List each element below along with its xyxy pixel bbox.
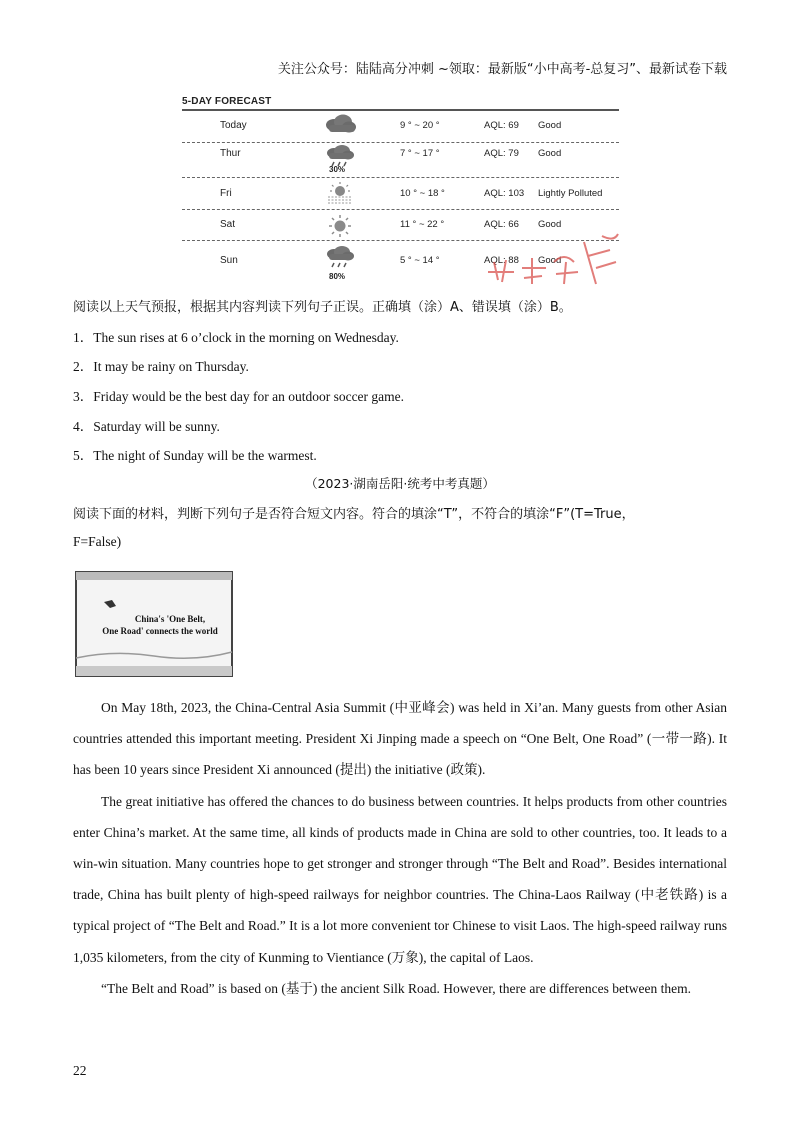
forecast-aql: AQL: 88 bbox=[484, 255, 519, 266]
cloud-icon bbox=[320, 111, 360, 141]
forecast-temp: 10 ° ~ 18 ° bbox=[400, 188, 445, 199]
precipitation-probability: 30% bbox=[329, 165, 346, 174]
forecast-temp: 5 ° ~ 14 ° bbox=[400, 255, 440, 266]
forecast-temp: 11 ° ~ 22 ° bbox=[400, 219, 445, 230]
forecast-day: Thur bbox=[220, 148, 241, 159]
picture-caption-line2: One Road' connects the world bbox=[102, 626, 218, 636]
passage bbox=[73, 692, 727, 1004]
forecast-aql: AQL: 69 bbox=[484, 120, 519, 131]
passage-paragraph-1: On May 18th, 2023, the China-Central Asia Summit (中亚峰会) was held in Xi’an. Many guests from other Asian countries attended this important meeting. President Xi Jinping made a speech on “One Belt, One Road” (一带一路). It has been 10 years since President Xi announced (提出) the initiative (政策). bbox=[73, 700, 727, 778]
forecast-aql: AQL: 66 bbox=[484, 219, 519, 230]
precipitation-probability: 80% bbox=[329, 272, 346, 281]
passage-paragraph-3: “The Belt and Road” is based on (基于) the ancient Silk Road. However, there are differences between them. bbox=[101, 980, 691, 996]
question-1: 1．The sun rises at 6 o’clock in the morning on Wednesday. bbox=[73, 330, 399, 345]
sun-icon bbox=[320, 211, 360, 241]
stamp-watermark-icon bbox=[484, 232, 622, 286]
question-4: 4．Saturday will be sunny. bbox=[73, 419, 220, 434]
forecast-day: Fri bbox=[220, 188, 232, 199]
instruction-passage-cont: F=False) bbox=[73, 534, 122, 549]
forecast-status: Good bbox=[538, 219, 562, 230]
rain-cloud-icon bbox=[320, 244, 360, 274]
forecast-day: Today bbox=[220, 120, 247, 131]
forecast-status: Good bbox=[538, 120, 562, 131]
passage-paragraph-2: The great initiative has offered the chances to do business between countries. It helps products from other countries enter China’s market. At the same time, all kinds of products made in China are sold to other countries, too. It leads to a win-win situation. Many countries hope to get stronger and stronger through “The Belt and Road”. Besides international trade, China has built plenty of high-speed railways for neighbor countries. The China-Laos Railway (中老铁路) is a typical project of “The Belt and Road.” It is a lot more convenient tor Chinese to visit Laos. The high-speed railway runs 1,035 kilometers, from the city of Kunming to Vientiance (万象), the capital of Laos. bbox=[73, 793, 727, 965]
forecast-row-thur bbox=[182, 144, 619, 178]
row-divider bbox=[182, 177, 619, 178]
source-note: （2023·湖南岳阳·统考中考真题） bbox=[305, 476, 495, 491]
page-number: 22 bbox=[73, 1063, 87, 1078]
belt-road-picture bbox=[74, 570, 234, 678]
page-header: 关注公众号：陆陆高分冲刺 ~领取：最新版“小中高考-总复习”、最新试卷下载 bbox=[277, 62, 727, 77]
forecast-status: Good bbox=[538, 255, 562, 266]
instruction-passage: 阅读下面的材料，判断下列句子是否符合短文内容。符合的填涂“T”，不符合的填涂“F”(T=True， bbox=[73, 507, 635, 522]
picture-caption-line1: China's 'One Belt, bbox=[134, 614, 206, 624]
instruction-forecast: 阅读以上天气预报，根据其内容判读下列句子正误。正确填（涂）A、错误填（涂）B。 bbox=[73, 300, 572, 315]
forecast-temp: 9 ° ~ 20 ° bbox=[400, 120, 440, 131]
row-divider bbox=[182, 142, 619, 143]
question-3: 3．Friday would be the best day for an outdoor soccer game. bbox=[73, 389, 405, 404]
forecast-aql: AQL: 79 bbox=[484, 148, 519, 159]
forecast-row-fri bbox=[182, 179, 619, 210]
forecast-status: Good bbox=[538, 148, 562, 159]
forecast-temp: 7 ° ~ 17 ° bbox=[400, 148, 440, 159]
forecast-day: Sun bbox=[220, 255, 238, 266]
forecast-status: Lightly Polluted bbox=[538, 188, 603, 199]
forecast-day: Sat bbox=[220, 219, 236, 230]
forecast-aql: AQL: 103 bbox=[484, 188, 525, 199]
forecast-row-today bbox=[182, 111, 619, 143]
sun-haze-icon bbox=[320, 179, 360, 209]
question-2: 2．It may be rainy on Thursday. bbox=[73, 359, 249, 374]
forecast-title: 5-DAY FORECAST bbox=[182, 96, 272, 107]
row-divider bbox=[182, 209, 619, 210]
question-5: 5．The night of Sunday will be the warmest. bbox=[73, 448, 317, 463]
